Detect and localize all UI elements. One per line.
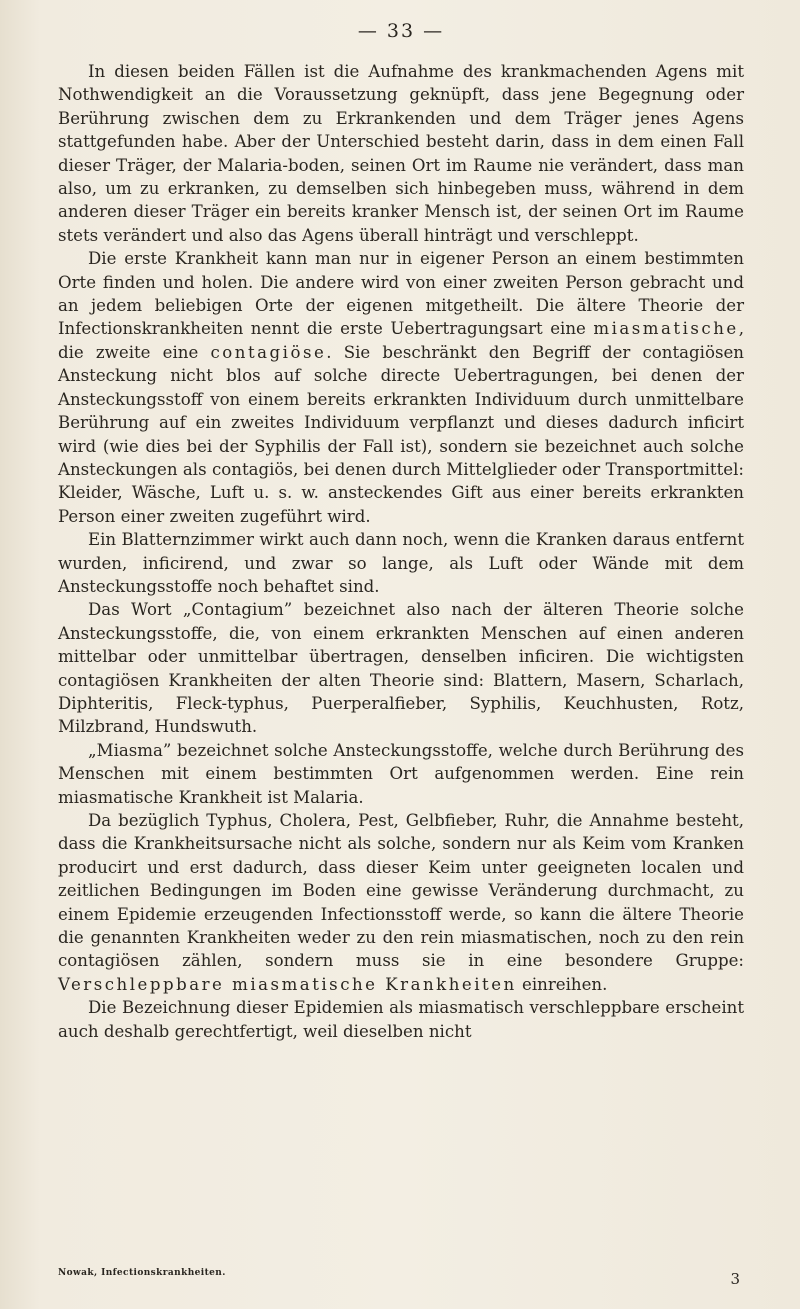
page-number: — 33 — (357, 20, 445, 42)
emphasized-term: miasmatische (593, 319, 739, 339)
text-segment: In diesen beiden Fällen ist die Aufnahme des krankmachenden Agens mit Nothwendigkeit an die Voraussetzung geknüpft, dass jene Begegnung oder Berührung zwischen dem zu Erkrankenden und dem Träger jenes Agens stattgefunden habe. Aber der Unterschied besteht darin, dass in dem einen Fall dieser Träger, der Malaria-boden, seinen Ort im Raume nie verändert, dass man also, um zu erkranken, zu demselben sich hinbegeben muss, während in dem anderen dieser Träger ein bereits kranker Mensch ist, der seinen Ort im Raume stets verändert und also das Agens überall hinträgt und verschleppt. (58, 62, 744, 245)
signature-mark: 3 (730, 1270, 740, 1288)
text-segment: , die zweite eine (58, 319, 744, 362)
paragraph-p5 (58, 739, 744, 809)
footer-note: Nowak, Infectionskrankheiten. (58, 1268, 226, 1278)
paragraph-p3 (58, 528, 744, 598)
emphasized-term: Verschleppbare miasmatische Krankheiten (58, 974, 517, 994)
text-segment: Das Wort „Contagium” bezeichnet also nach der älteren Theorie solche Ansteckungsstoffe, die, von einem erkrankten Menschen auf einen anderen mittelbar oder unmittelbar übertragen, denselben inficiren. Die wichtigsten contagiösen Krankheiten der alten Theorie sind: Blattern, Masern, Scharlach, Diphteritis, Fleck-typhus, Puerperalfieber, Syphilis, Keuchhusten, Rotz, Milzbrand, Hundswuth. (58, 600, 744, 737)
text-segment: einreihen. (516, 974, 608, 994)
text-segment: . Sie beschränkt den Begriff der contagiösen Ansteckung nicht blos auf solche directe Uebertragungen, bei denen der Ansteckungsstoff von einem bereits erkrankten Individuum durch unmittelbare Berührung auf ein zweites Individuum verpflanzt und dieses dadurch inficirt wird (wie dies bei der Syphilis der Fall ist), sondern sie bezeichnet auch solche Ansteckungen als contagiös, bei denen durch Mittelglieder oder Transportmittel: Kleider, Wäsche, Luft u. s. w. ansteckendes Gift aus einer bereits erkrankten Person einer zweiten zugeführt wird. (58, 342, 744, 526)
paragraph-p4 (58, 598, 744, 738)
page-footer (58, 1268, 744, 1288)
paragraph-p1 (58, 60, 744, 247)
paragraph-p7 (58, 996, 744, 1043)
text-segment: Da bezüglich Typhus, Cholera, Pest, Gelbfieber, Ruhr, die Annahme besteht, dass die Krankheitsursache nicht als solche, sondern nur als Keim vom Kranken producirt und erst dadurch, dass dieser Keim unter geeigneten localen und zeitlichen Bedingungen im Boden eine gewisse Veränderung durchmacht, zu einem Epidemie erzeugenden Infectionsstoff werde, so kann die ältere Theorie die genannten Krankheiten weder zu den rein miasmatischen, noch zu den rein contagiösen zählen, sondern muss sie in eine besondere Gruppe: (58, 811, 744, 971)
paragraph-p2 (58, 247, 744, 528)
text-segment: Ein Blatternzimmer wirkt auch dann noch, wenn die Kranken daraus entfernt wurden, inficirend, und zwar so lange, als Luft oder Wände mit dem Ansteckungsstoffe noch behaftet sind. (58, 530, 744, 596)
emphasized-term: contagiöse (210, 342, 327, 362)
body-text (58, 60, 744, 1043)
text-segment: Die erste Krankheit kann man nur in eigener Person an einem bestimmten Orte finden und holen. Die andere wird von einer zweiten Person gebracht und an jedem beliebigen Orte der eigenen mitgetheilt. Die ältere Theorie der Infectionskrankheiten nennt die erste Uebertragungsart eine (58, 249, 744, 339)
paragraph-p6 (58, 809, 744, 996)
text-segment: Die Bezeichnung dieser Epidemien als miasmatisch verschleppbare erscheint auch deshalb gerechtfertigt, weil dieselben nicht (58, 998, 744, 1041)
text-segment: „Miasma” bezeichnet solche Ansteckungsstoffe, welche durch Berührung des Menschen mit einem bestimmten Ort aufgenommen werden. Eine rein miasmatische Krankheit ist Malaria. (58, 740, 744, 807)
